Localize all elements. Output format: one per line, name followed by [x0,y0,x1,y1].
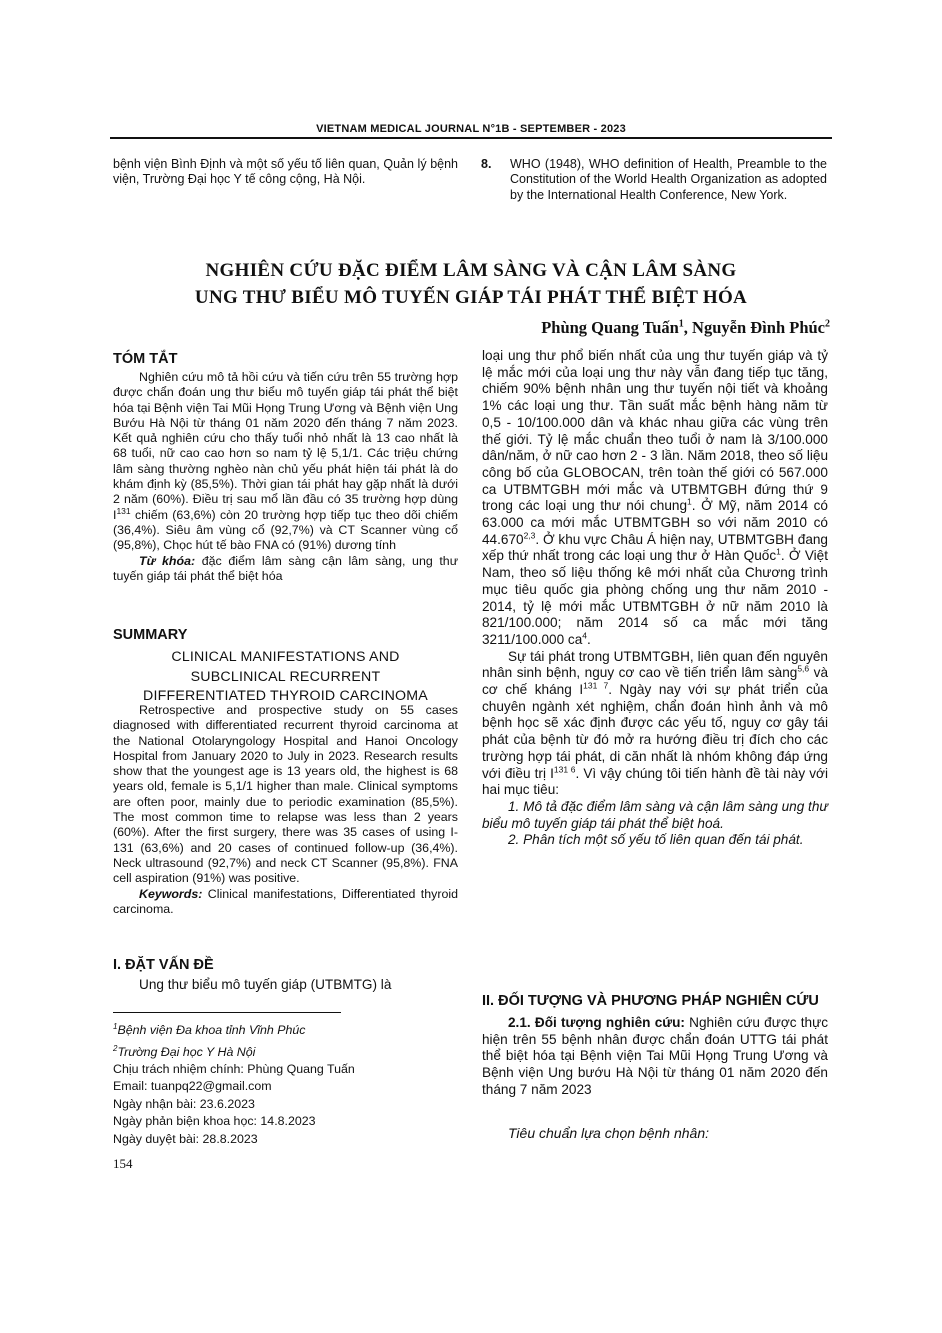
keywords-label: Từ khóa: [139,553,196,568]
superscript: 1 [113,1022,118,1031]
running-header: VIETNAM MEDICAL JOURNAL N°1B - SEPTEMBER - 2023 [316,123,626,135]
text-run: loại ung thư phổ biến nhất của ung thư tuyến giáp và tỷ lệ mắc mới của loại ung thư này vẫn đang tiếp tục tăng, chiếm 90% bệnh nhân ung thư tuyến nội tiết và khoảng 1% các loại ung thư. Tần suất mắc bệnh hàng năm từ 0,5 - 10/100.000 dân và khác nhau giữa các vùng trên thế giới. Tỷ lệ mắc chuẩn theo tuổi ở nam là 3/100.000 dân/năm, ở nữ cao hơn 2 - 3 lần. Năm 2018, theo số liệu công bố của GLOBOCAN, trên toàn thế giới có 567.000 ca UTBMTGBH mới mắc và UTBMTGBH đứng thứ 9 trong các loại ung thư nói chung [482,348,828,514]
article-title [110,257,832,311]
summary-title-line: SUBCLINICAL RECURRENT [190,668,381,685]
citation: 131 6 [553,764,576,775]
summary-title-line: DIFFERENTIATED THYROID CARCINOMA [143,688,428,704]
footnote-text: Trường Đại học Y Hà Nội [117,1044,256,1059]
text-run: . Ở Việt Nam, theo số liệu thống kê mới nhất của Chương trình mục tiêu quốc gia phòng chống ung thư năm 2010 - 2014, tỷ lệ mới mắc UTBMTGBH ở nữ năm 2010 là 821/100.000; năm 2014 số ca mắc mới tăng 3211/100.000 ca [482,548,828,647]
author-2-affiliation: 2 [825,318,830,330]
subsection-label: 2.1. Đối tượng nghiên cứu: [508,1015,685,1030]
footnote-affiliation-2 [113,1040,458,1062]
date-reviewed: Ngày phản biện khoa học: 14.8.2023 [113,1114,316,1129]
intro-paragraph-1 [482,348,828,649]
reference-text: WHO (1948), WHO definition of Health, Preamble to the Constitution of the World Health Organization as adopted by the International Health Conference, New York. [510,157,827,202]
footnote-affiliation-1 [113,1018,458,1040]
header-rule [110,137,832,139]
keywords-text: đặc điểm lâm sàng cận lâm sàng, ung thư tuyến giáp tái phát thể biệt hóa [113,553,458,583]
footnote-rule [113,1012,341,1013]
email: Email: tuanpq22@gmail.com [113,1079,272,1094]
footnote-text: Bệnh viện Đa khoa tỉnh Vĩnh Phúc [117,1023,306,1038]
keywords-label: Keywords: [139,886,203,901]
abstract-vi [113,370,458,584]
author-line [541,318,830,338]
abstract-vi-part: chiếm (63,6%) còn 20 trường hợp tiếp tục theo dõi chiếm (36,4%). Siêu âm vùng cổ (92,7%) và CT Scanner vùng cổ (95,8%), Chọc hút tế bào FNA có (91%) dương tính [113,507,458,553]
author-1-affiliation: 1 [678,318,684,330]
subsection-subjects [482,1015,828,1099]
author-2: Nguyễn Đình Phúc [692,318,825,337]
section-heading-methods: II. ĐỐI TƯỢNG VÀ PHƯƠNG PHÁP NGHIÊN CỨU [482,993,819,1009]
date-received: Ngày nhận bài: 23.6.2023 [113,1096,255,1111]
text-run: . Ở khu vực Châu Á hiện nay, UTBMTGBH đang xếp thứ nhất trong các loại ung thư ở Hàn Quốc [482,531,828,564]
title-line-1: NGHIÊN CỨU ĐẶC ĐIỂM LÂM SÀNG VÀ CẬN LÂM SÀNG [205,260,737,281]
text-run: và cơ chế kháng I [482,665,829,698]
author-1: Phùng Quang Tuấn [541,318,679,337]
reference-continuation: bệnh viện Bình Định và một số yếu tố liên quan, Quản lý bệnh viện, Trường Đại học Y tế công cộng, Hà Nội. [113,157,458,187]
intro-text: Ung thư biểu mô tuyến giáp (UTBMTG) là [139,977,392,992]
summary-keywords [113,887,458,918]
summary-body [113,703,458,917]
abstract-vi-part: Nghiên cứu mô tả hồi cứu và tiến cứu trên 55 trường hợp được chẩn đoán ung thư biểu mô tuyến giáp tái phát thể biệt hóa tại Bệnh viện Tai Mũi Họng Trung Ương và Bệnh viện Ung Bướu Hà Nội từ tháng 01 năm 2020 đến tháng 7 năm 2023. Kết quả nghiên cứu cho thấy tuổi nhỏ nhất là 13 cao nhất là 68 tuổi, nữ cao cao hơn so nam tỷ lệ 5,1/1. Các triệu chứng lâm sàng thường nghèo nàn chủ yếu phát hiện tái phát là do khám định kỳ (85,5%). Thời gian tái phát hay gặp nhất là dưới 2 năm (60%). Điều trị sau mổ lần đầu có 35 trường hợp dùng I [113,370,458,522]
objective-1: 1. Mô tả đặc điểm lâm sàng và cận lâm sàng ung thư biểu mô tuyến giáp tái phát thể biệt hoá. [482,798,828,831]
section-heading-intro: I. ĐẶT VẤN ĐỀ [113,957,214,973]
text-run: . Ngày nay với sự phát triển của chuyên ngành xét nghiệm, chẩn đoán hình ảnh và mô bệnh học sẽ xác định được các yếu tố, nguy cơ gây tái phát của bệnh từ đó mở ra hướng điều trị đích cho các trường hợp tái phát, di căn nhất là nhóm không đáp ứng với điều trị I [482,682,828,781]
text-run: Sự tái phát trong UTBMTGBH, liên quan đến nguyên nhân sinh bệnh, nguy cơ cao về tiến triển lâm sàng [482,648,828,681]
reference-number: 8. [481,157,492,171]
intro-paragraph-2 [482,649,828,799]
date-accepted: Ngày duyệt bài: 28.8.2023 [113,1131,258,1146]
title-line-2: UNG THƯ BIỂU MÔ TUYẾN GIÁP TÁI PHÁT THỂ BIỆT HÓA [194,287,748,308]
abstract-vi-heading: TÓM TẮT [113,351,178,367]
summary-text: Retrospective and prospective study on 55 cases diagnosed with differentiated recurrent thyroid carcinoma at the National Otolaryngology Hospital and Hanoi Oncology Hospital from January 2020 to July in 2023. Research results show that the youngest age is 13 years old, the highest is 68 years old, female is 5,1/1 higher than male. Clinical symptoms are often poor, mainly due to periodic examination (85,5%). The most common time to relapse was less than 2 years (60%). After the first surgery, there was 35 cases of using I-131 (63,6%) and 20 cases of continued follow-up (36,4%). Neck ultrasound (92,7%) and neck CT Scanner (95,8%). FNA cell aspiration (91%) was positive. [113,703,458,886]
footnotes [113,1018,458,1148]
summary-heading: SUMMARY [113,627,188,643]
abstract-vi-keywords [113,554,458,585]
citation: 1 [687,496,692,507]
superscript: 131 [116,505,131,516]
text-run: . Vì vậy chúng tôi tiến hành đề tài này với hai mục tiêu: [482,765,828,798]
author-separator: , [683,318,693,337]
citation: 2,3 [523,530,536,541]
intro-continued [482,348,828,849]
summary-title [113,648,458,707]
page-number: 154 [113,1156,133,1171]
intro-body [113,977,458,994]
methods-body [482,1015,828,1099]
abstract-vi-text [113,370,458,554]
objective-2: 2. Phân tích một số yếu tố liên quan đến tái phát. [508,832,804,848]
text-run: . [587,631,591,647]
keywords-text: Clinical manifestations, Differentiated thyroid carcinoma. [113,886,458,916]
summary-title-line: CLINICAL MANIFESTATIONS AND [171,649,400,665]
selection-criteria-heading: Tiêu chuẩn lựa chọn bệnh nhân: [508,1125,710,1141]
citation: 1 [776,546,781,557]
superscript: 2 [113,1043,118,1053]
corresponding-author: Chịu trách nhiệm chính: Phùng Quang Tuấn [113,1062,355,1077]
citation: 5,6 [797,663,810,674]
citation: 4 [582,630,588,641]
subsection-text: Nghiên cứu được thực hiện trên 55 bệnh nhân được chẩn đoán UTTG tái phát thể biệt hóa tại Bệnh viện Tai Mũi Họng Trung Ương và Bệnh viện Ung bướu Hà Nội từ tháng 01 năm 2020 đến tháng 7 năm 2023 [482,1015,829,1097]
text-run: . Ở Mỹ, năm 2014 có 63.000 ca mới mắc UTBMTGBH so với năm 2010 có 44.670 [482,498,828,547]
citation: 131 7 [583,680,609,691]
